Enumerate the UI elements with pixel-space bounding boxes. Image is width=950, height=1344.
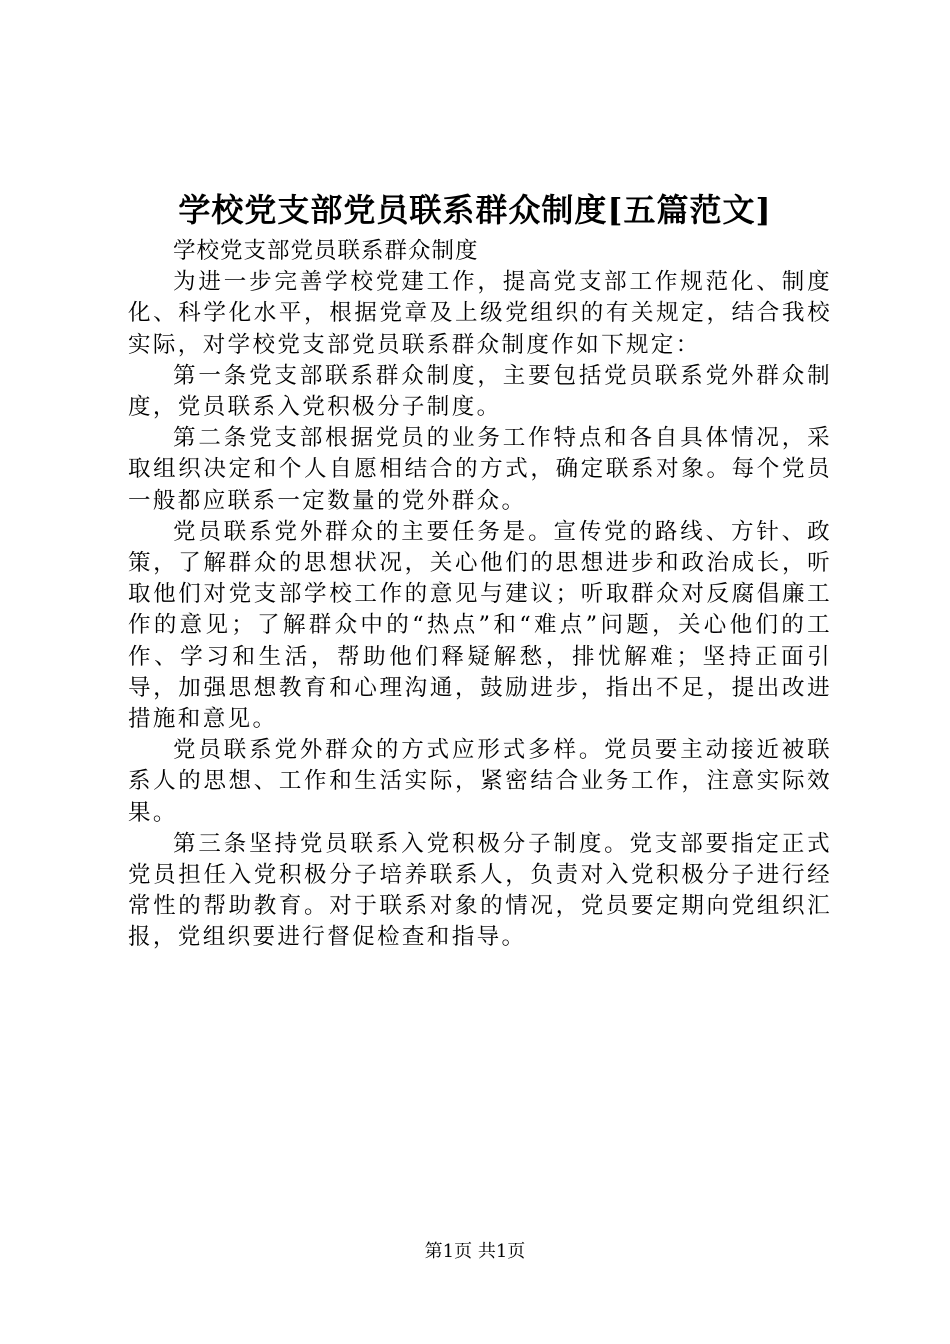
- paragraph-intro: 为进一步完善学校党建工作，提高党支部工作规范化、制度化、科学化水平，根据党章及上级党组织的有关规定，结合我校实际，对学校党支部党员联系群众制度作如下规定：: [128, 269, 832, 358]
- paragraph-article-3: 第三条坚持党员联系入党积极分子制度。党支部要指定正式党员担任入党积极分子培养联系人，负责对入党积极分子进行经常性的帮助教育。对于联系对象的情况，党员要定期向党组织汇报，党组织要进行督促检查和指导。: [128, 830, 832, 951]
- paragraph-article-2: 第二条党支部根据党员的业务工作特点和各自具体情况，采取组织决定和个人自愿相结合的方式，确定联系对象。每个党员一般都应联系一定数量的党外群众。: [128, 425, 832, 514]
- paragraph-article-1: 第一条党支部联系群众制度，主要包括党员联系党外群众制度，党员联系入党积极分子制度。: [128, 362, 832, 421]
- document-subtitle: 学校党支部党员联系群众制度: [173, 238, 479, 264]
- page-footer: 第1页 共1页: [424, 1241, 526, 1262]
- paragraph-methods: 党员联系党外群众的方式应形式多样。党员要主动接近被联系人的思想、工作和生活实际，紧密结合业务工作，注意实际效果。: [128, 737, 832, 826]
- document-title: 学校党支部党员联系群众制度[五篇范文]: [178, 191, 772, 229]
- document-body: [128, 236, 832, 954]
- paragraph-main-tasks: 党员联系党外群众的主要任务是。宣传党的路线、方针、政策，了解群众的思想状况，关心他们的思想进步和政治成长，听取他们对党支部学校工作的意见与建议；听取群众对反腐倡廉工作的意见；了解群众中的“热点”和“难点”问题，关心他们的工作、学习和生活，帮助他们释疑解愁，排忧解难；坚持正面引导，加强思想教育和心理沟通，鼓励进步，指出不足，提出改进措施和意见。: [128, 518, 832, 733]
